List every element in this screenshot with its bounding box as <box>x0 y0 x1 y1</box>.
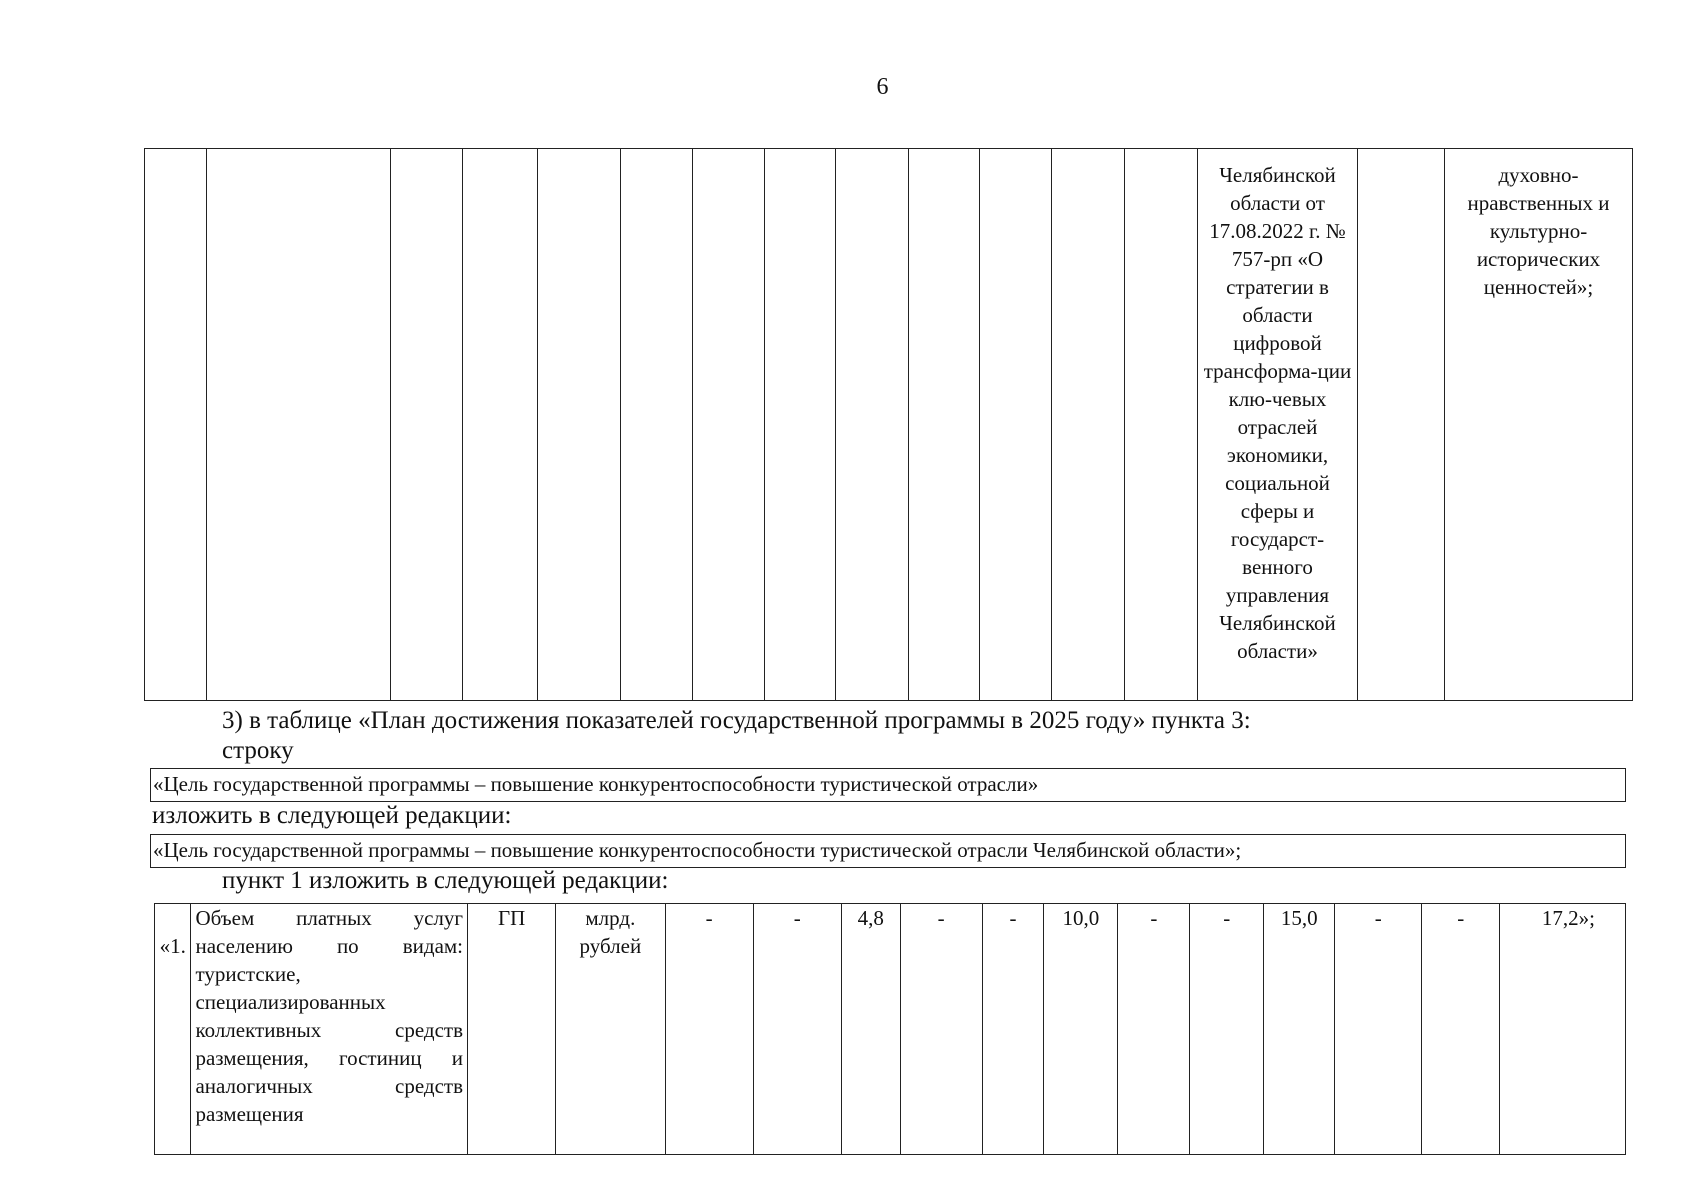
old-goal-line: «Цель государственной программы – повышение конкурентоспособности туристической отрасли» <box>150 768 1626 802</box>
value-cell: - <box>753 904 841 1155</box>
table-row <box>155 904 1626 1155</box>
value-cell: - <box>982 904 1044 1155</box>
table-cell <box>391 149 463 701</box>
level-cell: ГП <box>468 904 556 1155</box>
table-cell <box>1125 149 1198 701</box>
value-cell: 17,2»; <box>1500 904 1626 1155</box>
value-cell: 4,8 <box>841 904 900 1155</box>
value-cell: - <box>1118 904 1190 1155</box>
value-cell: - <box>665 904 753 1155</box>
table-cell <box>909 149 980 701</box>
new-goal-line: «Цель государственной программы – повышение конкурентоспособности туристической отрасли Челябинской области»; <box>150 834 1626 868</box>
table-cell <box>836 149 909 701</box>
table-cell <box>207 149 391 701</box>
strategy-reference-text: Челябинской области от 17.08.2022 г. № 757-рп «О стратегии в области цифровой трансформа-ции клю-чевых отраслей экономики, социальной сферы и государст-венного управления Челябинской области» <box>1203 163 1352 663</box>
paragraph-new-edition: изложить в следующей редакции: <box>152 802 512 829</box>
paragraph-row-word: строку <box>222 737 294 764</box>
table-cell <box>538 149 621 701</box>
paragraph-item-3: 3) в таблице «План достижения показателей государственной программы в 2025 году» пункта 3: <box>222 707 1251 734</box>
page-number: 6 <box>876 74 889 100</box>
table-cell <box>1052 149 1125 701</box>
value-cell: - <box>1335 904 1422 1155</box>
indicator-name-cell: Объем платных услуг населению по видам: туристские, специализированных коллективных средств размещения, гостиниц и аналогичных средств размещения <box>191 904 468 1155</box>
table-cell <box>765 149 836 701</box>
continuation-table <box>144 148 1633 701</box>
table-cell <box>1445 149 1633 701</box>
value-cell: - <box>1422 904 1500 1155</box>
table-cell <box>1358 149 1445 701</box>
unit-cell: млрд. рублей <box>556 904 665 1155</box>
table-cell <box>145 149 207 701</box>
value-cell: - <box>1190 904 1264 1155</box>
table-cell <box>621 149 693 701</box>
value-cell: 15,0 <box>1264 904 1335 1155</box>
value-cell: - <box>900 904 982 1155</box>
table-cell <box>693 149 765 701</box>
table-row <box>145 149 1633 701</box>
value-cell: 10,0 <box>1044 904 1118 1155</box>
table-cell <box>1198 149 1358 701</box>
table-cell <box>463 149 538 701</box>
row-number-cell: «1. <box>155 904 191 1155</box>
paragraph-item-1: пункт 1 изложить в следующей редакции: <box>222 867 669 894</box>
table-cell <box>980 149 1052 701</box>
values-text: духовно-нравственных и культурно-исторических ценностей»; <box>1467 163 1610 299</box>
indicator-table <box>154 903 1626 1155</box>
